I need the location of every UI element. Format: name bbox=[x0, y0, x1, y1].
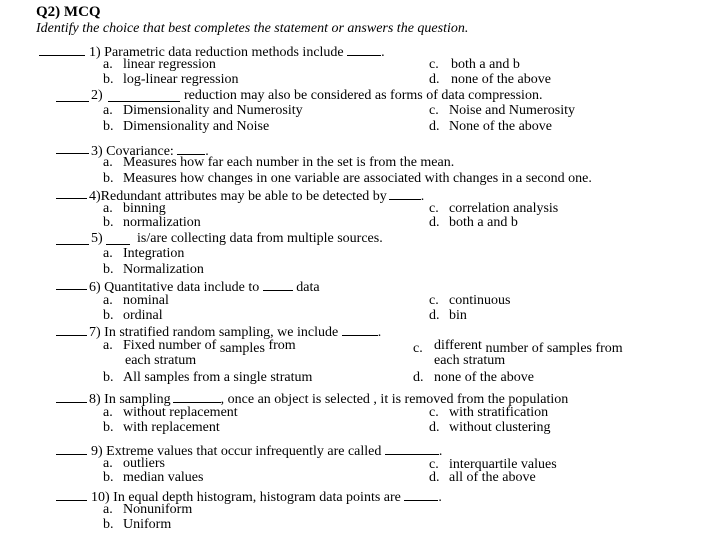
q4-option-b: normalization bbox=[123, 215, 201, 230]
answer-blank-7[interactable] bbox=[56, 335, 87, 336]
option-a-letter: a. bbox=[103, 103, 113, 118]
question-7-stem: 7) In stratified random sampling, we include . bbox=[89, 322, 381, 341]
question-1-stem: 1) Parametric data reduction methods include . bbox=[89, 42, 385, 61]
option-d-letter: d. bbox=[429, 215, 440, 230]
answer-blank-5[interactable] bbox=[56, 244, 89, 245]
option-b-letter: b. bbox=[103, 308, 114, 323]
q7-option-c-continued: each stratum bbox=[434, 353, 506, 368]
q5-option-a: Integration bbox=[123, 246, 185, 261]
option-c-letter: c. bbox=[429, 405, 439, 420]
stem-blank bbox=[404, 487, 438, 501]
option-b-letter: b. bbox=[103, 262, 114, 277]
answer-blank-6[interactable] bbox=[56, 289, 87, 290]
answer-blank-1[interactable] bbox=[39, 55, 85, 56]
answer-blank-10[interactable] bbox=[56, 500, 87, 501]
option-d-letter: d. bbox=[413, 370, 424, 385]
stem-blank bbox=[108, 101, 180, 102]
question-5-number: 5) bbox=[91, 231, 103, 246]
q8-option-d: without clustering bbox=[449, 420, 551, 435]
option-d-letter: d. bbox=[429, 420, 440, 435]
q6-option-b: ordinal bbox=[123, 308, 163, 323]
q3-option-b: Measures how changes in one variable are associated with changes in a second one. bbox=[123, 171, 592, 186]
option-a-letter: a. bbox=[103, 338, 113, 353]
q2-option-b: Dimensionality and Noise bbox=[123, 119, 270, 134]
question-3-stem: 3) Covariance: . bbox=[91, 141, 209, 160]
stem-blank bbox=[177, 141, 205, 155]
stem-blank bbox=[342, 322, 378, 336]
option-b-letter: b. bbox=[103, 171, 114, 186]
option-c-letter: c. bbox=[429, 457, 439, 472]
q4-option-c: correlation analysis bbox=[449, 201, 559, 216]
option-c-letter: c. bbox=[429, 293, 439, 308]
q1-option-a: linear regression bbox=[123, 57, 216, 72]
q7-option-a-continued: each stratum bbox=[125, 353, 197, 368]
q2-option-a: Dimensionality and Numerosity bbox=[123, 103, 303, 118]
answer-blank-2[interactable] bbox=[56, 101, 89, 102]
stem-blank bbox=[347, 42, 381, 56]
q6-option-a: nominal bbox=[123, 293, 169, 308]
option-c-letter: c. bbox=[413, 341, 423, 356]
question-2-stem: reduction may also be considered as forms of data compression. bbox=[184, 88, 543, 103]
option-b-letter: b. bbox=[103, 215, 114, 230]
section-title: Q2) MCQ bbox=[36, 4, 101, 20]
answer-blank-9[interactable] bbox=[56, 454, 87, 455]
q7-option-a: Fixed number of samples from bbox=[123, 338, 296, 356]
stem-blank bbox=[106, 244, 130, 245]
q4-option-d: both a and b bbox=[449, 215, 518, 230]
q5-option-b: Normalization bbox=[123, 262, 204, 277]
option-a-letter: a. bbox=[103, 57, 113, 72]
stem-blank bbox=[173, 389, 221, 403]
q7-option-b: All samples from a single stratum bbox=[123, 370, 313, 385]
question-5-stem: is/are collecting data from multiple sources. bbox=[137, 231, 383, 246]
q8-option-b: with replacement bbox=[123, 420, 220, 435]
q9-option-b: median values bbox=[123, 470, 204, 485]
question-6-stem: 6) Quantitative data include to data bbox=[89, 277, 320, 296]
option-b-letter: b. bbox=[103, 517, 114, 532]
option-b-letter: b. bbox=[103, 420, 114, 435]
option-d-letter: d. bbox=[429, 119, 440, 134]
q2-option-d: None of the above bbox=[449, 119, 553, 134]
q10-option-b: Uniform bbox=[123, 517, 172, 532]
q10-option-a: Nonuniform bbox=[123, 502, 193, 517]
q4-option-a: binning bbox=[123, 201, 166, 216]
question-9-stem: 9) Extreme values that occur infrequently are called . bbox=[91, 441, 442, 460]
q9-option-c: interquartile values bbox=[449, 457, 557, 472]
option-c-letter: c. bbox=[429, 57, 439, 72]
answer-blank-3[interactable] bbox=[56, 153, 89, 154]
instructions: Identify the choice that best completes the statement or answers the question. bbox=[36, 21, 469, 36]
answer-blank-8[interactable] bbox=[56, 402, 87, 403]
option-b-letter: b. bbox=[103, 370, 114, 385]
q1-option-c: both a and b bbox=[451, 57, 520, 72]
stem-blank bbox=[385, 441, 439, 455]
question-2-number: 2) bbox=[91, 88, 103, 103]
option-a-letter: a. bbox=[103, 405, 113, 420]
option-c-letter: c. bbox=[429, 201, 439, 216]
option-a-letter: a. bbox=[103, 293, 113, 308]
option-b-letter: b. bbox=[103, 119, 114, 134]
option-d-letter: d. bbox=[429, 470, 440, 485]
q2-option-c: Noise and Numerosity bbox=[449, 103, 575, 118]
q7-option-d: none of the above bbox=[434, 370, 534, 385]
option-a-letter: a. bbox=[103, 246, 113, 261]
option-a-letter: a. bbox=[103, 155, 113, 170]
answer-blank-4[interactable] bbox=[56, 198, 87, 199]
q9-option-d: all of the above bbox=[449, 470, 536, 485]
q9-option-a: outliers bbox=[123, 456, 165, 471]
q8-option-a: without replacement bbox=[123, 405, 238, 420]
question-10-stem: 10) In equal depth histogram, histogram data points are . bbox=[91, 487, 442, 506]
option-c-letter: c. bbox=[429, 103, 439, 118]
q7-option-c: different number of samples from bbox=[434, 338, 623, 356]
option-d-letter: d. bbox=[429, 72, 440, 87]
question-8-stem: 8) In sampling , once an object is selected , it is removed from the population bbox=[89, 389, 568, 408]
q1-option-b: log-linear regression bbox=[123, 72, 239, 87]
q3-option-a: Measures how far each number in the set is from the mean. bbox=[123, 155, 455, 170]
option-a-letter: a. bbox=[103, 502, 113, 517]
option-d-letter: d. bbox=[429, 308, 440, 323]
stem-blank bbox=[263, 277, 293, 291]
option-a-letter: a. bbox=[103, 201, 113, 216]
q8-option-c: with stratification bbox=[449, 405, 549, 420]
q1-option-d: none of the above bbox=[451, 72, 551, 87]
question-4-stem: 4)Redundant attributes may be able to be detected by . bbox=[89, 186, 424, 205]
q6-option-d: bin bbox=[449, 308, 467, 323]
option-b-letter: b. bbox=[103, 470, 114, 485]
option-a-letter: a. bbox=[103, 456, 113, 471]
stem-blank bbox=[389, 186, 421, 200]
q6-option-c: continuous bbox=[449, 293, 511, 308]
option-b-letter: b. bbox=[103, 72, 114, 87]
